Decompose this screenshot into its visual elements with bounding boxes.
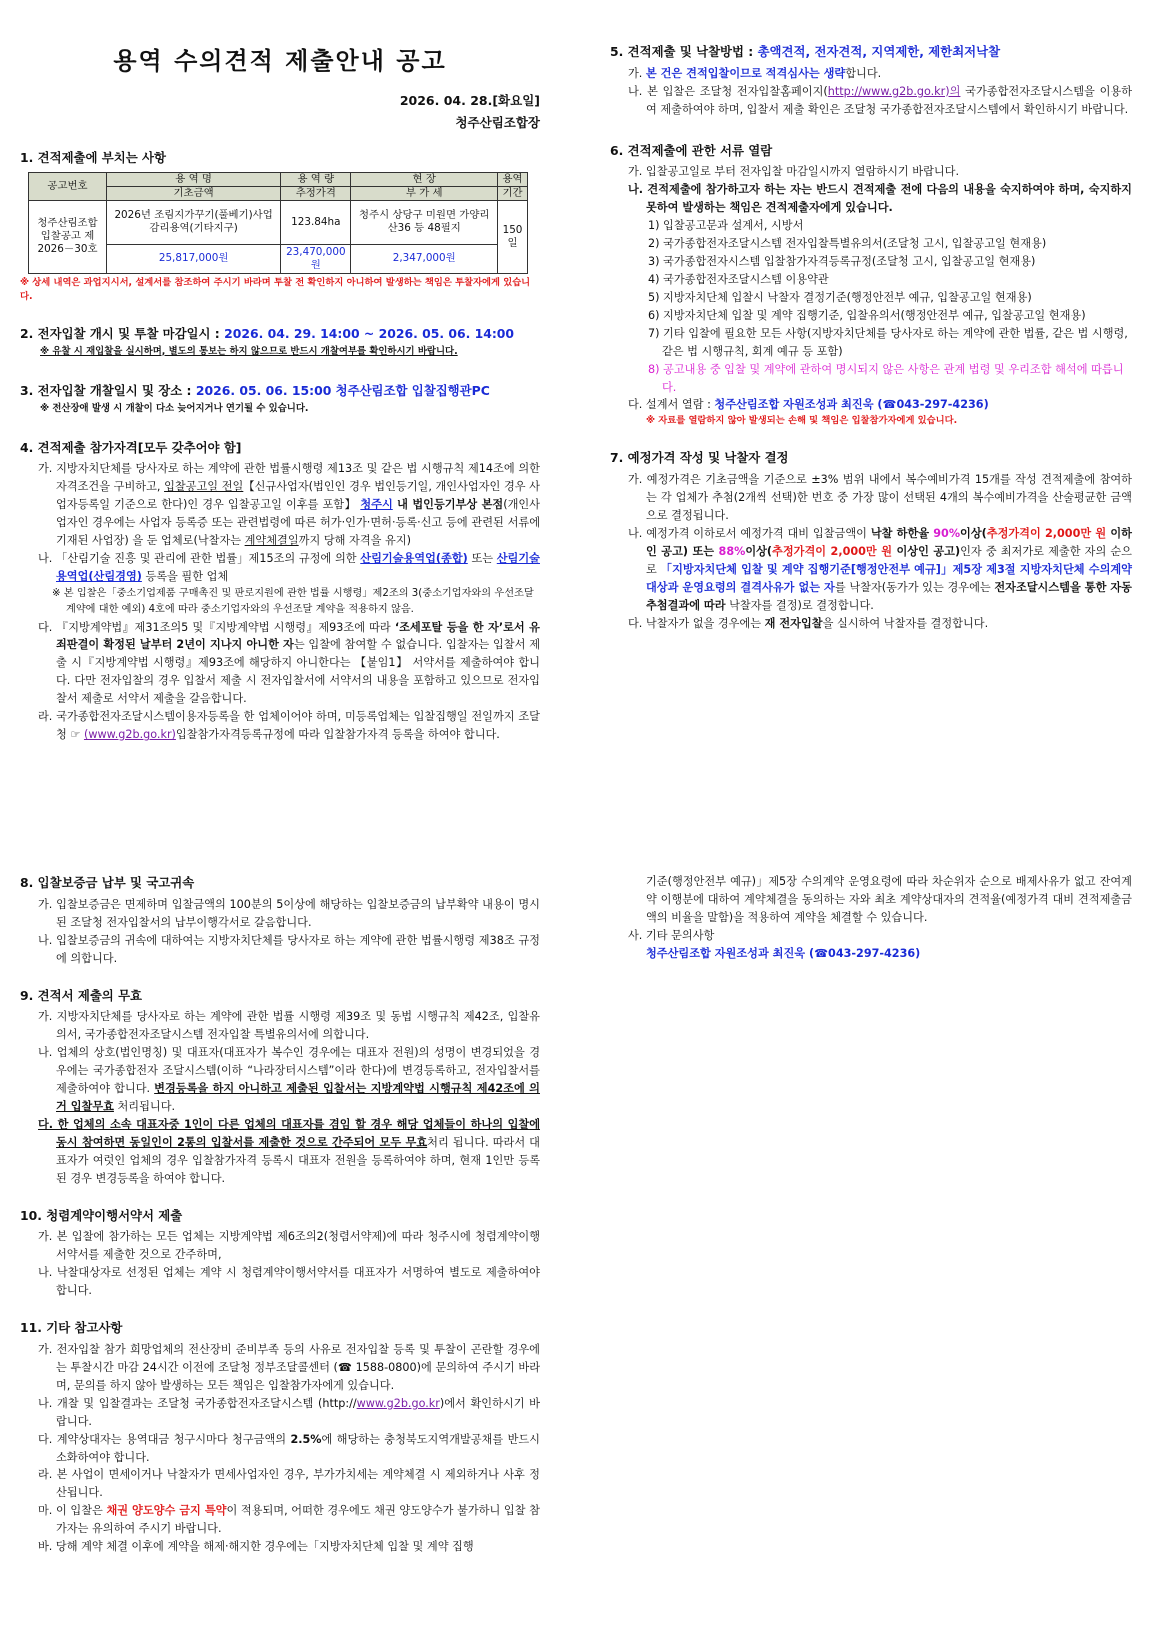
- s9-da-bold: 다. 한 업체의 소속 대표자중 1인이 다른 업체의 대표자를 겸임 할 경우 해당 업체들이 하나의 입찰에 동시 참여하면 동일인이 2통의 입찰서를 제출한 것으로 간주되어 모두 무효: [38, 1117, 540, 1149]
- s11-ma-red: 채권 양도양수 금지 특약: [106, 1504, 227, 1518]
- s9-na-text-1: 나. 업체의 상호(법인명칭) 및 대표자(대표자가 복수인 경우에는 대표자 전원)의 성명이 변경되었을 경우에는 국가종합전자 조달시스템(이하 “나라장터시스템”이라 한다)에 변경등록하고, 전자입찰서를 제출하여야 합니다.: [38, 1046, 540, 1096]
- s7-da-bold: 재 전자입찰: [764, 616, 823, 630]
- section-10-heading: 10. 청렴계약이행서약서 제출: [20, 1207, 183, 1223]
- section-7-heading: 7. 예정가격 작성 및 낙찰자 결정: [610, 450, 789, 466]
- s11-na-text-2: )에서 확인하시기 바랍니다.: [56, 1396, 540, 1428]
- th-site: 현 장: [351, 172, 498, 186]
- issuer: 청주산림조합장: [455, 115, 540, 131]
- s9-item-da: [20, 1116, 540, 1188]
- s9-na-text-2: 처리됩니다.: [113, 1099, 176, 1113]
- section-9-heading: 9. 견적서 제출의 무효: [20, 987, 143, 1003]
- s4-ga-underline-2: 계약체결일: [244, 534, 299, 548]
- section-8-heading: 8. 입찰보증금 납부 및 국고귀속: [20, 875, 195, 890]
- s11-ma-text-1: 마. 이 입찰은: [38, 1504, 107, 1518]
- s8-item-ga: 가. 입찰보증금은 면제하며 입찰금액의 100분의 5이상에 해당하는 입찰보증금의 납부확약 내용이 명시된 조달청 전자입찰서의 납부이행각서로 갈음합니다.: [38, 897, 540, 929]
- s7-da-text-2: 을 실시하여 낙찰자를 결정합니다.: [822, 616, 989, 630]
- s7-na-bold-3: 이하인 공고) 또는: [646, 526, 1132, 558]
- cell-service-name: 2026년 조림지가꾸기(풀베기)사업 감리용역(기타지구): [107, 200, 281, 244]
- s10-item-na: 나. 낙찰대상자로 선정된 업체는 계약 시 청렴계약이행서약서를 대표자가 서명하여 별도로 제출하여야 합니다.: [38, 1266, 540, 1298]
- cell-notice-no: 청주산림조합 입찰공고 제2026－30호: [29, 200, 107, 273]
- s7-na-text-3: 를 낙찰자(동가가 있는 경우에는: [834, 580, 995, 594]
- s7-na-blue: 「지방자치단체 입찰 및 계약 집행기준[행정안전부 예규]」제5장 제3절 지방자치단체 수의계약 대상과 운영요령의 결격사유가 없는 자: [646, 562, 1132, 594]
- s6-da-text: 다. 설계서 열람 :: [628, 398, 715, 412]
- s4-item-ga: [20, 460, 540, 550]
- s7-na-red-2: 추정가격이 2,000만 원: [772, 544, 893, 558]
- s8-item-na: 나. 입찰보증금의 귀속에 대하여는 지방자치단체를 당사자로 하는 계약에 관한 법률시행령 제38조 규정에 의합니다.: [38, 933, 540, 965]
- left-column-bottom: [20, 873, 540, 1556]
- s5-ga-blue: 본 건은 견적입찰이므로 적격심사는 생략: [645, 66, 846, 80]
- th-quantity: 용 역 량: [281, 172, 351, 186]
- s9-na-bold: 변경등록을 하지 아니하고 제출된 입찰서는 지방계약법 시행규칙 제42조에 의거 입찰무효: [56, 1082, 540, 1113]
- s7-da-text-1: 다. 낙찰자가 없을 경우에는: [628, 616, 765, 630]
- s4-na-text-2: 또는: [467, 552, 497, 566]
- s7-item-na: [610, 525, 1132, 615]
- section-2-label: 2. 전자입찰 개시 및 투찰 마감일시 :: [20, 325, 225, 341]
- s7-na-bold-5: 이상인 공고): [892, 544, 961, 558]
- s4-ra-text-1: 라. 국가종합전자조달시스템이용자등록을 한 업체이어야 하며, 미등록업체는 입찰집행일 전일까지 조달청 ☞: [38, 710, 540, 742]
- s11-item-da: [20, 1431, 540, 1467]
- s11-item-ba: 바. 당해 계약 체결 이후에 계약을 해제·해지한 경우에는「지방자치단체 입찰 및 계약 집행: [38, 1540, 474, 1554]
- s7-item-da: [610, 615, 1132, 633]
- s4-ra-text-2: 입찰참가자격등록규정에 따라 입찰참가자격 등록을 하여야 합니다.: [175, 728, 500, 742]
- s11-sa-contact: 청주산림조합 자원조성과 최진욱 (☎043-297-4236): [646, 946, 921, 960]
- s4-item-ra: [20, 708, 540, 744]
- cell-period: 150일: [498, 200, 528, 273]
- th-estimate: 추정가격: [281, 186, 351, 200]
- s4-ga-text-1: 가. 지방자치단체를 당사자로 하는 계약에 관한 법률시행령 제13조 및 같은 법 시행규칙 제14조에 의한 자격조건을 구비하고,: [38, 462, 540, 494]
- s11-item-ma: [20, 1502, 540, 1538]
- th-notice-no: 공고번호: [29, 172, 107, 200]
- s4-ga-city: 청주시: [360, 498, 393, 512]
- th-base-amount: 기초금액: [107, 186, 281, 200]
- notice-date: 2026. 04. 28.[화요일]: [399, 93, 540, 109]
- s5-item-ga: [610, 65, 1132, 83]
- s7-item-ga: 가. 예정가격은 기초금액을 기준으로 ±3% 범위 내에서 복수예비가격 15개를 작성 견적제출에 참여하는 각 업체가 추첨(2개씩 선택)한 번호 중 가장 많이 선택된 4개의 복수예비가격을 산술평균한 금액으로 결정됩니다.: [628, 473, 1132, 522]
- s11-item-sa: 사. 기타 문의사항: [628, 928, 715, 942]
- s6-item-na: 나. 견적제출에 참가하고자 하는 자는 반드시 견적제출 전에 다음의 내용을 숙지하여야 하며, 숙지하지 못하여 발생하는 책임은 견적제출자에게 있습니다.: [628, 183, 1132, 215]
- s5-na-text-1: 나. 본 입찰은 조달청 전자입찰홈페이지(: [628, 84, 828, 98]
- s11-item-ga: 가. 전자입찰 참가 희망업체의 전산장비 준비부족 등의 사유로 전자입찰 등록 및 투찰이 곤란할 경우에는 투찰시간 마감 24시간 이전에 조달청 정부조달콜센터 (☎ 1588-0800)에 문의하여 주시기 바라며, 문의를 하지 않아 발생하는 모든 책임은 입찰참가자에게 있습니다.: [38, 1342, 540, 1392]
- s4-ga-text-3: (개인사업자인 경우에는 사업자 등록증 또는 관련법령에 따른 허가·인가·면허·등록·신고 등에 관련된 서류에 기재된 사업장) 을 둔 업체로(낙찰자는: [56, 498, 540, 548]
- section-5-heading: [610, 42, 1132, 62]
- cell-quantity: 123.84ha: [281, 200, 351, 244]
- opening-info: 2026. 05. 06. 15:00 청주산림조합 입찰집행관PC: [195, 382, 490, 398]
- s7-na-bold-1: 낙찰 하한율: [870, 526, 934, 540]
- g2b-result-link[interactable]: www.g2b.go.kr: [356, 1396, 440, 1410]
- s9-item-na: [20, 1044, 540, 1116]
- s5-na-text-2: 국가종합전자조달시스템을 이용하여 제출하여야 하며, 입찰서 제출 확인은 조달청 국가종합전자조달시스템에서 확인하시기 바랍니다.: [646, 84, 1132, 116]
- s6-item-ga: 가. 입찰공고일로 부터 전자입찰 마감일시까지 열람하시기 바랍니다.: [628, 165, 960, 179]
- section-3-heading: [20, 381, 540, 401]
- s4-ga-text-2: 【신규사업자(법인인 경우 법인등기일, 개인사업자인 경우 사업자등록일 기준으로 한다)인 경우 입찰공고일 이후를 포함】: [56, 480, 540, 512]
- s4-ga-underline: 입찰공고일 전일: [164, 480, 244, 494]
- s7-na-text-2: 인자 중 최저가로 제출한 자의 순으로: [646, 544, 1132, 576]
- right-column-bottom: [610, 873, 1132, 963]
- th-vat: 부 가 세: [351, 186, 498, 200]
- s7-na-red-1: 추정가격이 2,000만 원: [986, 526, 1107, 540]
- bid-method: 총액견적, 전자견적, 지역제한, 제한최저낙찰: [757, 44, 1001, 59]
- s4-item-da: [20, 619, 540, 709]
- s7-na-bold-4: 이상(: [745, 544, 773, 558]
- s6-list-7: 7) 기타 입찰에 필요한 모든 사항(지방자치단체를 당사자로 하는 계약에 관한 법률, 같은 법 시행령, 같은 법 시행규칙, 회계 예규 등 포함): [648, 326, 1128, 358]
- s7-na-text-1: 나. 예정가격 이하로서 예정가격 대비 입찰금액이: [628, 526, 871, 540]
- s6-list-2: 2) 국가종합전자조달시스템 전자입찰특별유의서(조달청 고시, 입찰공고일 현재용): [648, 237, 1047, 251]
- section-11-heading: 11. 기타 참고사항: [20, 1320, 123, 1336]
- section-6-heading: 6. 견적제출에 관한 서류 열람: [610, 142, 773, 158]
- cell-estimate: 23,470,000원: [281, 244, 351, 273]
- s6-list-3: 3) 국가종합전자시스템 입찰참가자격등록규정(조달청 고시, 입찰공고일 현재용): [648, 255, 1036, 269]
- section-4-heading: 4. 견적제출 참가자격[모두 갖추어야 함]: [20, 439, 242, 455]
- s11-ma-text-2: 이 적용되며, 어떠한 경우에도 채권 양도양수가 불가하니 입찰 참가자는 유의하여 주시기 바랍니다.: [56, 1504, 540, 1536]
- th-period-2: 기간: [498, 186, 528, 200]
- s6-list-8: 8) 공고내용 중 입찰 및 계약에 관하여 명시되지 않은 사항은 관계 법령 및 우리조합 해석에 따릅니다.: [648, 362, 1124, 394]
- s4-ga-text-4: 까지 당해 자격을 유지): [298, 534, 411, 548]
- s4-item-na: [20, 550, 540, 586]
- section-2-note: ※ 유찰 시 재입찰을 실시하며, 별도의 통보는 하지 않으므로 반드시 개찰여부를 확인하시기 바랍니다.: [40, 345, 458, 357]
- s6-da-note: ※ 자료를 열람하지 않아 발생되는 손해 및 책임은 입찰참가자에게 있습니다.: [646, 415, 958, 427]
- s4-na-text-1: 나. 「산림기술 진흥 및 관리에 관한 법률」제15조의 규정에 의한: [38, 552, 361, 566]
- s5-item-na: [610, 83, 1132, 119]
- s7-na-bold-6: 전자조달시스템을 통한 자동추첨결과에 따라: [646, 580, 1132, 612]
- s6-list-1: 1) 입찰공고문과 설계서, 시방서: [648, 219, 804, 233]
- s4-ga-bold: 내 법인등기부상 본점: [392, 498, 504, 512]
- s4-da-bold: ‘조세포탈 등을 한 자’로서 유죄판결이 확정된 날부터 2년이 지나지 아니한 자: [56, 620, 540, 652]
- s7-na-bold-2: 이상(: [960, 526, 987, 540]
- s11-da-bold: 2.5%: [290, 1432, 322, 1446]
- section-1-note: ※ 상세 내역은 과업지시서, 설계서를 참조하여 주시기 바라며 투찰 전 확인하지 아니하여 발생하는 책임은 투찰자에게 있습니다.: [20, 276, 531, 302]
- s4-da-text-1: 다. 『지방계약법』제31조의5 및『지방계약법 시행령』제93조에 따라: [38, 620, 395, 634]
- section-5-label: 5. 견적제출 및 낙찰방법 :: [610, 44, 758, 59]
- s9-da-text: 처리 됩니다. 따라서 대표자가 여럿인 업체의 경우 입찰참가자격 등록시 대표자 전원을 등록하여야 하며, 현재 1인만 등록된 경우 변경등록을 하여야 합니다.: [56, 1135, 540, 1185]
- page-title: 용역 수의견적 제출안내 공고: [113, 47, 447, 75]
- th-service-name: 용 역 명: [107, 172, 281, 186]
- s4-na-license-2: 산림기술용역업(산림경영): [56, 552, 540, 584]
- s11-da-text-1: 다. 계약상대자는 용역대금 청구시마다 청구금액의: [38, 1432, 291, 1446]
- g2b-homepage-link[interactable]: http://www.g2b.go.kr)의: [827, 84, 961, 98]
- s7-na-rate-2: 88%: [718, 544, 746, 558]
- cell-vat: 2,347,000원: [351, 244, 498, 273]
- s9-item-ga: 가. 지방자치단체를 당사자로 하는 계약에 관한 법률 시행령 제39조 및 동법 시행규칙 제42조, 입찰유의서, 국가종합전자조달시스템 전자입찰 특별유의서에 의합니다.: [38, 1010, 540, 1042]
- s4-na-license-1: 산림기술용역업(종합): [360, 552, 468, 566]
- s4-na-note: ※ 본 입찰은「중소기업제품 구매촉진 및 판로지원에 관한 법률 시행령」제2조의 3(중소기업자와의 우선조달계약에 대한 예외) 4호에 따라 중소기업자와의 우선조달 계약을 적용하지 않음.: [52, 587, 534, 616]
- section-1-heading: 1. 견적제출에 부치는 사항: [20, 150, 166, 166]
- s6-list-5: 5) 지방자치단체 입찰시 낙찰자 결정기준(행정안전부 예규, 입찰공고일 현재용): [648, 290, 1032, 304]
- s7-na-rate-1: 90%: [933, 526, 961, 540]
- cell-site: 청주시 상당구 미원면 가양리 산36 등 48필지: [351, 200, 498, 244]
- s5-ga-text-2: 합니다.: [845, 66, 882, 80]
- s6-da-contact: 청주산림조합 자원조성과 최진욱 (☎043-297-4236): [714, 398, 989, 412]
- s4-na-text-3: 등록을 필한 업체: [141, 570, 229, 584]
- s10-item-ga: 가. 본 입찰에 참가하는 모든 업체는 지방계약법 제6조의2(청렴서약제)에 따라 청주시에 청렴계약이행서약서를 제출한 것으로 간주하며,: [38, 1230, 540, 1262]
- th-period-1: 용역: [498, 172, 528, 186]
- g2b-link[interactable]: (www.g2b.go.kr): [83, 728, 176, 742]
- s11-ba-continued: 기준(행정안전부 예규)」제5장 수의계약 운영요령에 따라 차순위자 순으로 배제사유가 없고 잔여계약 이행분에 대하여 계약체결을 동의하는 자와 최초 계약상대자의 견적율(예정가격 대비 견적제출금액의 비율을 말함)을 적용하여 계약을 체결할 수 있습니다.: [646, 875, 1132, 924]
- section-2-heading: [20, 324, 540, 344]
- section-3-note: ※ 전산장애 발생 시 개찰이 다소 늦어지거나 연기될 수 있습니다.: [40, 402, 309, 414]
- s6-list-6: 6) 지방자치단체 입찰 및 계약 집행기준, 입찰유의서(행정안전부 예규, 입찰공고일 현재용): [648, 308, 1086, 322]
- s11-na-text-1: 나. 개찰 및 입찰결과는 조달청 국가종합전자조달시스템 (http://: [38, 1396, 357, 1410]
- s6-item-da: [610, 396, 1132, 414]
- s11-item-na: [20, 1395, 540, 1431]
- s4-da-text-2: 는 입찰에 참여할 수 없습니다. 입찰자는 입찰서 제출 시『지방계약법 시행령』제93조에 해당하지 아니한다는 【붙임1】 서약서를 제출하여야 합니다. 다만 전자입찰의 경우 입찰서 제출 시 전자입찰서에 서약서의 내용을 포함하고 있으므로 전자입찰서 제출로 서약서 제출을 갈음합니다.: [56, 638, 541, 706]
- bid-summary-table: [28, 172, 528, 274]
- s7-na-text-4: 낙찰자를 결정)로 결정합니다.: [725, 598, 874, 612]
- section-3-label: 3. 전자입찰 개찰일시 및 장소 :: [20, 382, 196, 398]
- s5-ga-text-1: 가.: [628, 66, 646, 80]
- s11-item-ra: 라. 본 사업이 면세이거나 낙찰자가 면세사업자인 경우, 부가가치세는 계약체결 시 제외하거나 사후 정산됩니다.: [38, 1468, 540, 1500]
- s6-list-4: 4) 국가종합전자조달시스템 이용약관: [648, 272, 829, 286]
- cell-base-amount: 25,817,000원: [107, 244, 281, 273]
- s11-da-text-2: 에 해당하는 충청북도지역개발공채를 반드시 소화하여야 합니다.: [56, 1432, 540, 1464]
- bid-period: 2026. 04. 29. 14:00 ~ 2026. 05. 06. 14:00: [224, 325, 515, 341]
- right-column-top: [610, 38, 1132, 632]
- left-column-top: [20, 38, 540, 744]
